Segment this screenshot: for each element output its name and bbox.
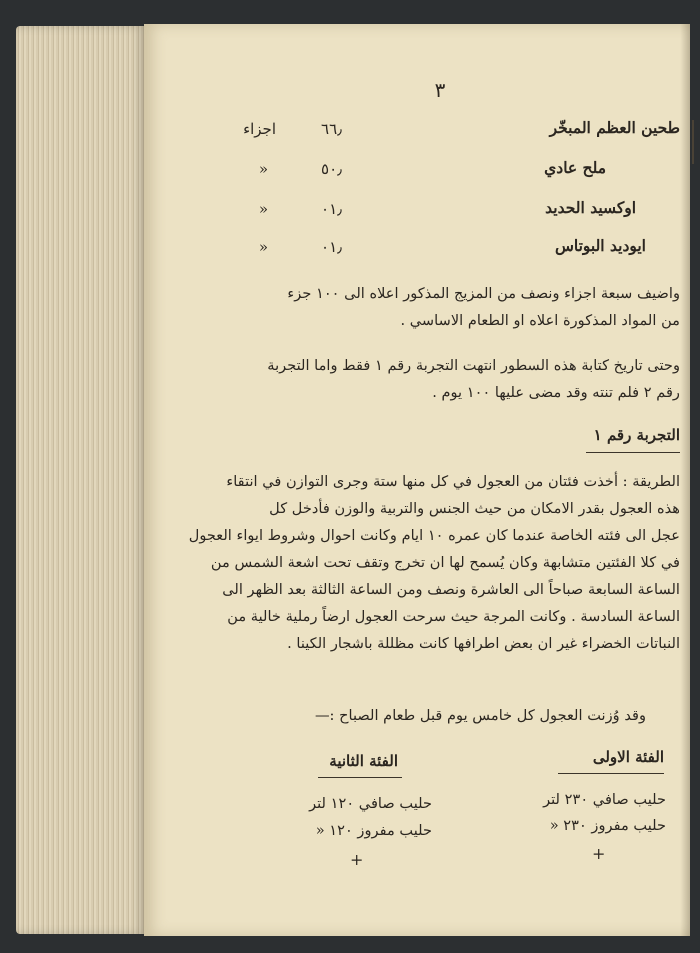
method-line: عجل الى فئته الخاصة عندما كان عمره ١٠ ايام وكانت احوال وشروط ايواء العجول <box>188 527 680 544</box>
group2-row: حليب مفروز ١٢٠ « <box>315 822 432 839</box>
method-line: الساعة السادسة . وكانت المرجة حيث سرحت العجول ارضاً رملية خالية من <box>227 608 680 625</box>
group2-plus: + <box>350 850 364 869</box>
margin-mark <box>692 120 694 164</box>
ingredient-name: ايوديد البوتاس <box>554 236 646 255</box>
page-gutter-shadow <box>680 24 690 936</box>
section-heading: التجربة رقم ١ <box>593 426 680 444</box>
paragraph-line: من المواد المذكورة اعلاه او الطعام الاساسي . <box>400 312 680 329</box>
group1-row: حليب مفروز ٢٣٠ « <box>549 817 666 834</box>
ingredient-unit: « <box>258 238 268 256</box>
method-line: في كلا الفئتين متشابهة وكان يُسمح لها ان تخرج وتقف تحت اشعة الشمس من <box>210 554 680 571</box>
method-line: النباتات الخضراء غير ان بعض اطرافها كانت مظللة باشجار الكينا . <box>287 635 680 652</box>
paragraph-line: رقم ٢ فلم تنته وقد مضى عليها ١٠٠ يوم . <box>432 384 680 401</box>
group1-title: الفئة الاولى <box>592 748 664 766</box>
paragraph-line: وحتى تاريخ كتابة هذه السطور انتهت التجربة رقم ١ فقط واما التجربة <box>267 357 680 374</box>
ingredient-name: طحين العظم المبخّر <box>549 118 680 137</box>
ingredient-amount: ٠١٫ <box>321 238 342 256</box>
paragraph-line: واضيف سبعة اجزاء ونصف من المزيج المذكور اعلاه الى ١٠٠ جزء <box>287 285 680 302</box>
ingredient-amount: ٠١٫ <box>321 200 342 218</box>
ingredient-unit: اجزاء <box>243 120 276 138</box>
weighing-note: وقد وُزنت العجول كل خامس يوم قبل طعام الصباح :— <box>314 707 646 724</box>
ingredient-amount: ٦٦٫ <box>321 120 342 138</box>
ingredient-name: اوكسيد الحديد <box>545 198 636 217</box>
group2-underline <box>318 777 402 778</box>
group2-row: حليب صافي ١٢٠ لتر <box>309 795 432 812</box>
page-number: ٣ <box>434 78 446 102</box>
ingredient-amount: ٥٠٫ <box>321 160 342 178</box>
book-page-edges <box>16 26 146 934</box>
method-line: الطريقة : أخذت فئتان من العجول في كل منها ستة وجرى التوازن في انتقاء <box>226 473 680 490</box>
ingredient-name: ملح عادي <box>544 158 606 177</box>
ingredient-unit: « <box>258 200 268 218</box>
method-line: هذه العجول بقدر الامكان من حيث الجنس والتربية والوزن فأدخل كل <box>269 500 680 517</box>
method-line: الساعة السابعة صباحاً الى العاشرة ونصف ومن الساعة الثالثة بعد الظهر الى <box>222 581 680 598</box>
group1-row: حليب صافي ٢٣٠ لتر <box>543 791 666 808</box>
group1-plus: + <box>592 844 606 863</box>
ingredient-unit: « <box>258 160 268 178</box>
group2-title: الفئة الثانية <box>329 752 398 770</box>
group1-underline <box>558 773 664 774</box>
heading-underline <box>586 452 680 453</box>
